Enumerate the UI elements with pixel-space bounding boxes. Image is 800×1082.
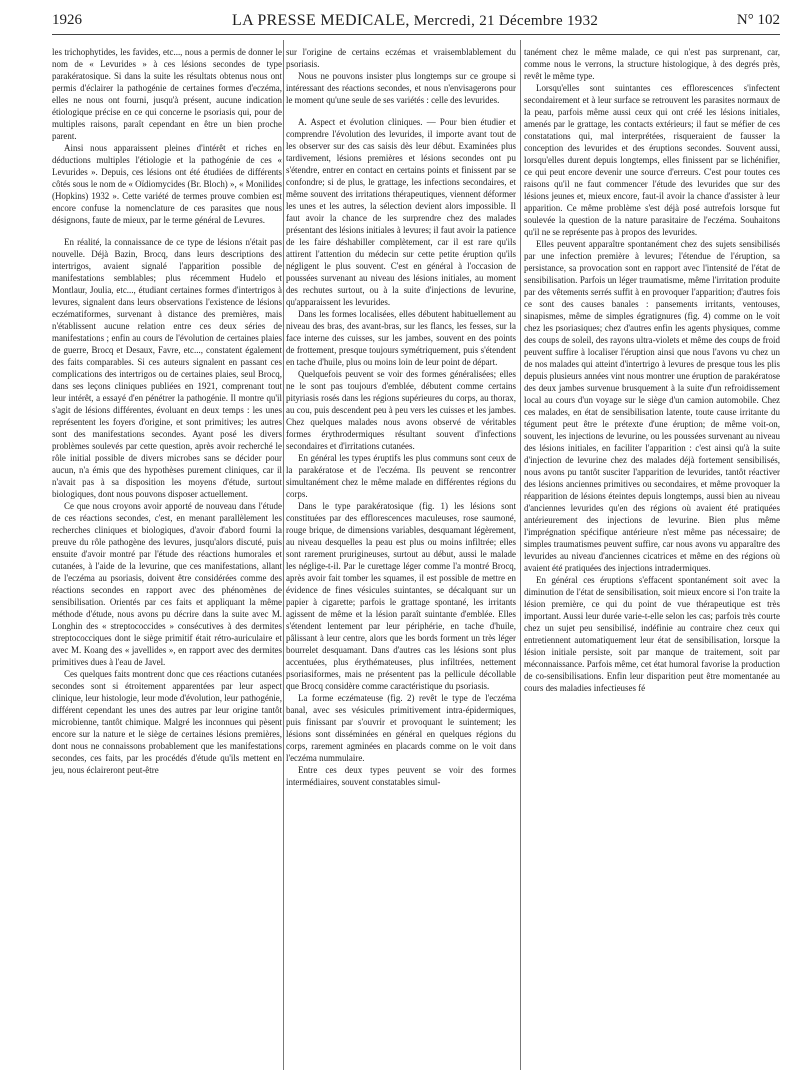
page-number: 1926	[52, 12, 82, 28]
column-right	[524, 46, 780, 694]
paragraph: Ces quelques faits montrent donc que ces réactions cutanées secondes sont si étroitement apparentées par leur aspect clinique, leur histologie, leur mode d'évolution, leur pathogénie, différent cependant les unes des autres par leur origine tantôt microbienne, tantôt chimique. Malgré les inconnues qui pèsent encore sur la nature et le siège de certaines lésions premières, dont nous ne connaissons probablement que les manifestations secondes, ces faits, par les procédés d'étude qu'ils mettent en jeu, nous éclaireront peut-être	[52, 669, 282, 775]
column-divider	[520, 40, 521, 1070]
paragraph: En réalité, la connaissance de ce type de lésions n'était pas nouvelle. Déjà Bazin, Brocq, dans leurs descriptions des intertrigos, avaient signalé l'apparition possible de manifestations semblables; plus récemment Hudelo et Montlaur, Joulia, etc..., étudiant certaines formes d'intertrigos à levures, signalent dans leurs observations l'existence de lésions eczématiformes, survenant à distance des premières, mais n'établissent aucune relation entre ces deux séries de manifestations ; enfin au cours de l'évolution de certaines plaies de guerre, Brocq et Desaux, Favre, etc..., constatent également des faits comparables. Si ces auteurs signalent en passant ces complications des intertrigos ou de certaines plaies, seul Brocq, dans ses leçons cliniques publiées en 1921, comprenant tout leur intérêt, a essayé d'en pénétrer la pathogénie. Il montre qu'il s'agit de lésions différentes, évoluant en deux temps : les unes représentent les foyers d'origine, et sont primitives; les autres sont des manifestations secondes. Ayant posé les divers problèmes soulevés par cette question, après avoir recherché le rôle initial possible de divers microbes sans se décider pour aucun, n'a émis que des hypothèses purement cliniques, car il n'avait pas à sa disposition les moyens d'étude, surtout biologiques, dont nous pouvons disposer actuellement.	[52, 237, 282, 499]
issue-number: N° 102	[736, 12, 780, 28]
paragraph: Elles peuvent apparaître spontanément chez des sujets sensibilisés par une infection première à levures; l'étendue de l'éruption, sa persistance, sa provocation sont en rapport avec l'intensité de l'état de sensibilisation. Parfois un léger traumatisme, même l'irritation produite par des vêtements serrés suffit à en provoquer l'apparition; d'autres fois ce sont des causes banales : pansements irritants, ventouses, sinapismes, même de simples égratignures (fig. 4) comme on le voit chez les psoriasiques; chez d'autres enfin les agents physiques, comme des coups de soleil, des rayons ultra-violets et même des coups de froid peuvent suffire à localiser l'éruption ainsi que nous l'avons vu chez un de nos malades qui atteint d'intertrigo à levures de presque tous les plis depuis plusieurs années vint nous montrer une éruption de parakératose des deux jambes survenue brusquement à la suite d'un refroidissement local au cours d'un voyage sur le siège d'un camion automobile. Chez ces malades, en état de sensibilisation latente, toute cause irritante du tégument peut être le prétexte d'une éruption; de même voit-on, souvent, les injections de levurine, ou les poussées survenant au niveau des lésions initiales, en faciliter l'apparition : c'est ainsi qu'à la suite d'injection de levurine chez des malades déjà fortement sensibilisés, nous avons pu tantôt susciter l'apparition de levurides, tantôt réactiver des lésions anciennes primitives ou secondaires, et même provoquer la réapparition de lésions éteintes depuis longtemps, aussi bien au niveau d'anciennes levurides qu'en des régions où avaient été pratiquées antérieurement des injections de levurine. Bien plus même l'imprégnation spécifique antérieure n'est même pas nécessaire; de simples traumatismes peuvent suffire, car nous avons vu apparaître des levurides au niveau d'anciennes cicatrices et même en des régions où avaient été pratiquées des injections intradermiques.	[524, 239, 780, 573]
paragraph: Dans le type parakératosique (fig. 1) les lésions sont constituées par des efflorescences maculeuses, rose saumoné, rouge brique, de dimensions variables, desquamant légèrement, au niveau desquelles la peau est plus ou moins infiltrée; elles sont rarement prurigineuses, surtout au début, aussi le malade les néglige-t-il. Par le curettage léger comme l'a montré Brocq, après avoir fait tomber les squames, il est possible de mettre en évidence de fines vésicules suintantes, se décalquant sur un papier à cigarette; parfois le grattage spontané, les irritants agissent de même et la lésion paraît suintante d'emblée. Elles s'étendent lentement par leur périphérie, en tache d'huile, pâlissant à leur centre, alors que les bords forment un très léger bourrelet desquamant. Dans d'autres cas les lésions sont plus accentuées, plus érythémateuses, plus infiltrées, nettement psoriasiformes, mais ne présentent pas la pellicule décollable que Brocq considère comme caractéristique du psoriasis.	[286, 501, 516, 691]
paragraph: La forme eczémateuse (fig. 2) revêt le type de l'eczéma banal, avec ses vésicules primitivement intra-épidermiques, puis finissant par s'ouvrir et provoquant le suintement; les lésions sont disséminées en général en quelques régions du corps, rarement agminées en placards comme on le voit dans l'eczéma nummulaire.	[286, 693, 516, 763]
journal-name: LA PRESSE MEDICALE,	[232, 12, 410, 29]
paragraph: Lorsqu'elles sont suintantes ces efflorescences s'infectent secondairement et à leur surface se retrouvent les parasites normaux de la peau, parfois même aussi ceux qui ont créé les lésions initiales, amenés par le grattage, les contacts extérieurs; il faut se méfier de ces constatations qui, mal interprétées, risqueraient de fausser la conception des levurides et des éruptions secondes. Souvent aussi, lorsqu'elles durent depuis longtemps, elles finissent par se lichénifier, ce qui peut encore devenir une source d'erreurs. C'est pour toutes ces raisons qu'il ne faut commencer l'étude des levurides que sur des lésions jeunes et, mieux encore, faut-il avoir la chance d'assister à leur apparition. Ce même problème s'est déjà posé autrefois lorsque fut soulevée la question de la nature parasitaire de l'eczéma. Souhaitons qu'il ne se représente pas à propos des levurides.	[524, 83, 780, 237]
paragraph: sur l'origine de certains eczémas et vraisemblablement du psoriasis.	[286, 47, 516, 69]
paragraph: Nous ne pouvons insister plus longtemps sur ce groupe si intéressant des réactions secondes, et nous n'envisagerons pour le moment qu'une seule de ses variétés : celle des levurides.	[286, 71, 516, 105]
column-left	[52, 46, 282, 776]
paragraph: les trichophytides, les favides, etc..., nous a permis de donner le nom de « Levurides » à ces lésions secondes de type parakératosique. Si dans la suite les résultats obtenus nous ont permis d'éclairer la pathogénie de certaines formes d'eczéma, elles ne nous ont fourni, jusqu'à présent, aucune indication étiologique précise en ce qui concerne le psoriasis qui, pour de multiples raisons, paraît cependant en être un bien proche parent.	[52, 47, 282, 141]
page-header	[52, 8, 780, 35]
journal-title	[232, 12, 598, 30]
paragraph: tanément chez le même malade, ce qui n'est pas surprenant, car, comme nous le verrons, la structure histologique, à des degrés près, revêt le même type.	[524, 47, 780, 81]
paragraph: Entre ces deux types peuvent se voir des formes intermédiaires, souvent constatables simul-	[286, 765, 516, 787]
issue-date: Mercredi, 21 Décembre 1932	[413, 13, 599, 29]
paragraph: Dans les formes localisées, elles débutent habituellement au niveau des bras, des avant-bras, sur les flancs, les fesses, sur la face interne des cuisses, sur les jambes, souvent en des points de frottement, presque toujours symétriquement, puis s'étendent en tache d'huile, plus ou moins loin de leur point de départ.	[286, 309, 516, 367]
paragraph: En général les types éruptifs les plus communs sont ceux de la parakératose et de l'eczéma. Ils peuvent se rencontrer simultanément chez le même malade en différentes régions du corps.	[286, 453, 516, 499]
section-paragraph: A. Aspect et évolution cliniques. — Pour bien étudier et comprendre l'évolution des levurides, il importe avant tout de les observer sur des cas saisis dès leur début. Examinées plus tardivement, lésions premières et lésions secondes ont pu s'étendre, entrer en contact en certains points et finissent par se confondre; si de plus, le grattage, les infections secondaires, et même souvent des irritations thérapeutiques, viennent déformer les unes et les autres, la sélection devient alors impossible. Il faut avoir la chance de les surprendre chez des malades présentant des lésions initiales à levures; il faut avoir la patience de les faire déshabiller complètement, car il est rare qu'ils attirent l'attention du médecin sur cette petite éruption qu'ils négligent le plus souvent. C'est en général à l'occasion de poussées survenant au niveau des lésions initiales, au moment des rechutes surtout, ou à la suite d'injections de levurine, qu'apparaissent les levurides.	[286, 117, 516, 307]
column-middle	[286, 46, 516, 788]
paragraph: Ce que nous croyons avoir apporté de nouveau dans l'étude de ces réactions secondes, c'est, en menant parallèlement les recherches cliniques et biologiques, d'avoir d'abord fourni la preuve du rôle pathogène des levures, jusqu'alors discuté, puis ensuite d'avoir montré par l'étude des réactions humorales et cutanées, à l'aide de la levurine, que ces manifestations, allant de l'eczéma au psoriasis, doivent être considérées comme des réactions secondes en rapport avec des phénomènes de sensibilisation. Orientés par ces faits et appliquant la même méthode d'étude, nous avons pu décrire dans la suite avec M. Longhin des « streptococcides » consécutives à des dermites streptococciques dont le siège primitif était rétro-auriculaire et avec M. Koang des « javellides », en rapport avec des dermites primitives dues à l'eau de Javel.	[52, 501, 282, 667]
paragraph: Quelquefois peuvent se voir des formes généralisées; elles ne le sont pas toujours d'emblée, débutent comme certains pityriasis rosés dans les régions supérieures du corps, au thorax, au cou, puis descendent peu à peu vers les cuisses et les jambes. Chez quelques malades nous avons observé de véritables formes érythrodermiques résultant souvent d'infections secondaires et d'irritations cutanées.	[286, 369, 516, 451]
paragraph: En général ces éruptions s'effacent spontanément soit avec la diminution de l'état de sensibilisation, soit mieux encore si l'on traite la lésion première, ce qui du point de vue thérapeutique est très important. Aussi leur durée varie-t-elle selon les cas; parfois très courte chez un sujet peu sensibilisé, indéfinie au contraire chez ceux qui entretiennent automatiquement leur état de sensibilisation, lorsque la lésion initiale persiste, soit par manque de traitement, soit par méconnaissance. Parfois même, cet état humoral favorise la production de co-sensibilisations. Enfin leur disparition peut être momentanée au cours des maladies infectieuses fé	[524, 575, 780, 693]
column-divider	[283, 40, 284, 1070]
paragraph: Ainsi nous apparaissent pleines d'intérêt et riches en déductions multiples l'étiologie et la pathogénie de ces « Levurides ». Depuis, ces lésions ont été étudiées de différents côtés sous le nom de « Oïdiomycides (Br. Bloch) », « Monilides (Hopkins) 1932 ». Cette variété de termes prouve combien est encore confuse la nomenclature de ces parasites que nous désignons, faute de mieux, par le terme général de Levures.	[52, 143, 282, 225]
